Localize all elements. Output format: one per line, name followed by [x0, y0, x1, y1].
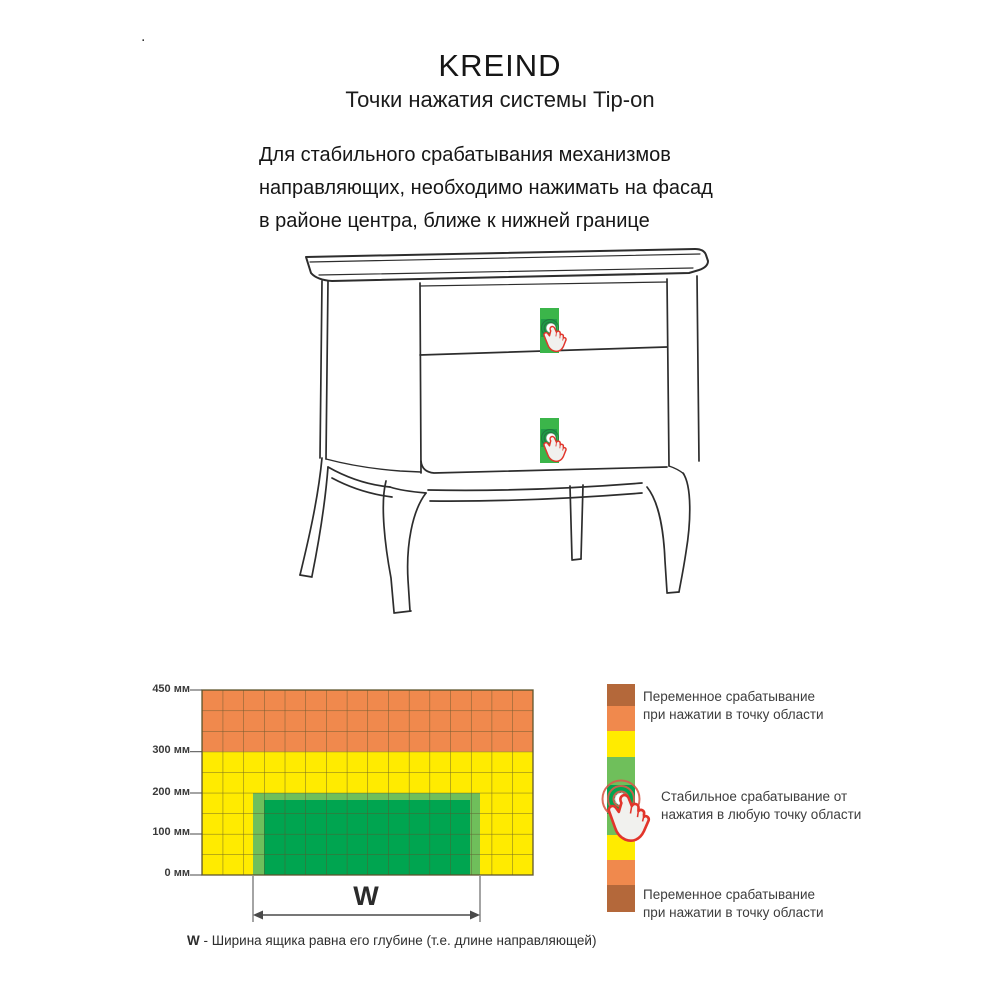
width-label: W [353, 881, 379, 911]
legend-top-line-1: Переменное срабатывание [643, 689, 816, 704]
arrowhead-left [253, 911, 263, 920]
legend-strip-segment [607, 885, 635, 912]
tick-0mm: 0 мм [164, 867, 190, 879]
legend-strip-segment [607, 706, 635, 731]
grid-overlay [202, 690, 533, 875]
legend-middle-line-2: нажатия в любую точку области [661, 806, 862, 822]
cabinet-legs-outline [300, 458, 690, 613]
axis-ticks [190, 690, 202, 875]
intro-line-3: в районе центра, ближе к нижней границе [259, 210, 650, 232]
caption-text: - Ширина ящика равна его глубине (т.е. длине направляющей) [199, 933, 597, 948]
tick-100mm: 100 мм [152, 826, 190, 838]
legend-label-bottom [643, 886, 824, 921]
tick-450mm: 450 мм [152, 683, 190, 695]
legend-bottom-line-1: Переменное срабатывание [643, 887, 816, 902]
tick-300mm: 300 мм [152, 744, 190, 756]
legend-strip-segment [607, 860, 635, 885]
stray-dot: . [141, 28, 146, 45]
intro-line-2: направляющих, необходимо нажимать на фасад [259, 177, 713, 199]
legend-strip-segment [607, 731, 635, 757]
intro-line-1: Для стабильного срабатывания механизмов [259, 144, 671, 166]
intro-paragraph [259, 139, 779, 238]
legend-strip-segment [607, 684, 635, 706]
press-zone-chart [140, 670, 620, 970]
legend-bottom-line-2: при нажатии в точку области [643, 904, 824, 920]
legend-top-line-2: при нажатии в точку области [643, 706, 824, 722]
cabinet-drawing [240, 240, 740, 640]
caption-term: W [187, 933, 200, 948]
tick-200mm: 200 мм [152, 786, 190, 798]
legend-label-top [643, 688, 824, 723]
arrowhead-right [470, 911, 480, 920]
legend-middle-line-1: Стабильное срабатывание от [661, 789, 848, 804]
cabinet-side-fill [320, 281, 421, 475]
legend-label-middle [661, 788, 861, 823]
cabinet-right-fill [667, 276, 699, 466]
page-title: KREIND [438, 48, 562, 83]
chart-caption [187, 933, 596, 948]
page-subtitle: Точки нажатия системы Tip-on [345, 87, 655, 112]
